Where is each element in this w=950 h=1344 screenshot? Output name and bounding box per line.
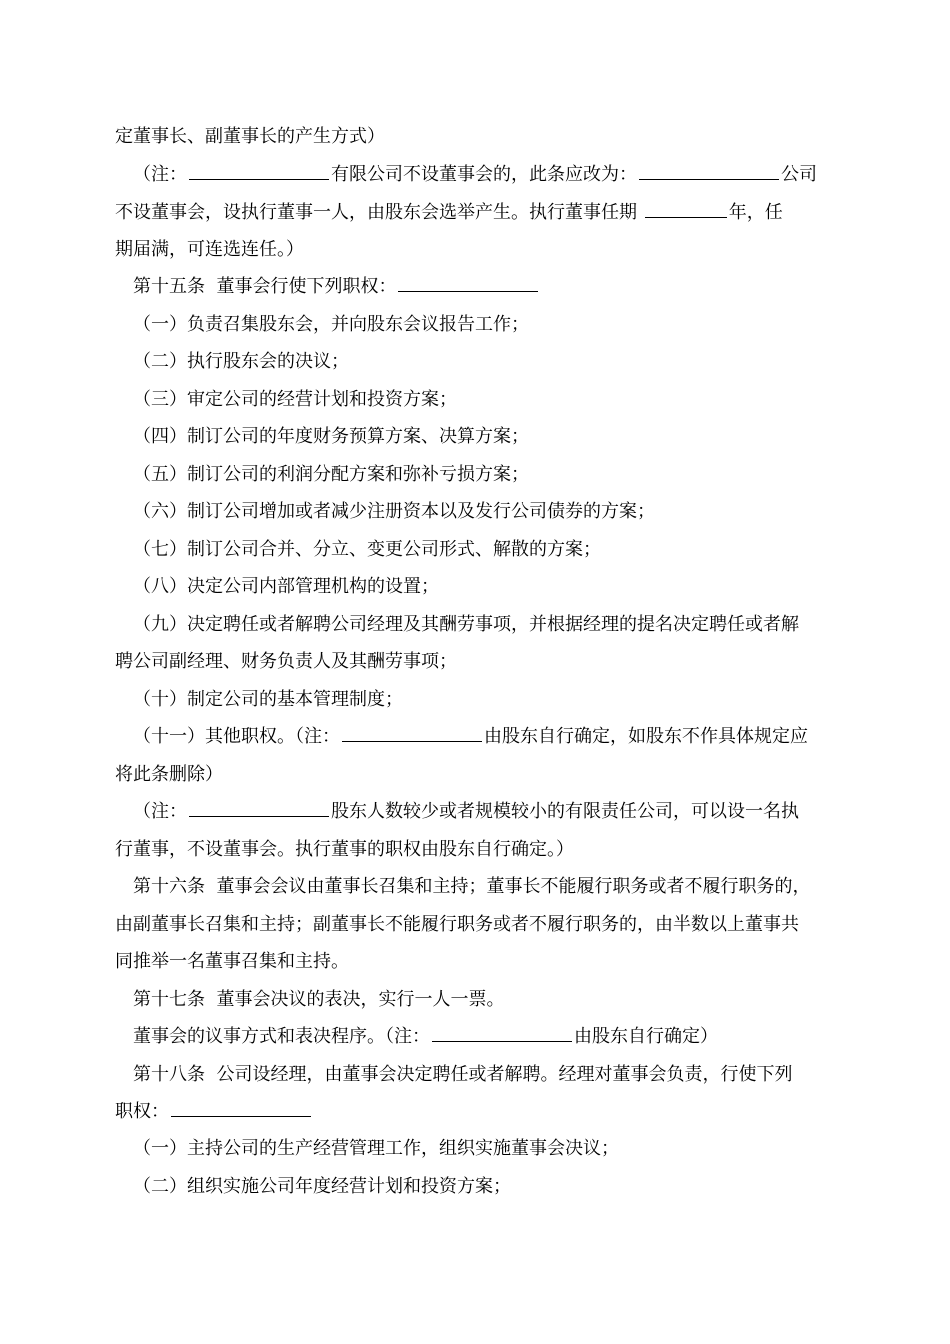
list-item: （六）制订公司增加或者减少注册资本以及发行公司债券的方案； [133,501,655,522]
text-line: 将此条删除） [115,764,223,785]
fill-in-blank[interactable] [342,723,482,742]
text-segment: （十一）其他职权。（注： [133,726,340,747]
article-heading: 第十八条 公司设经理，由董事会决定聘任或者解聘。经理对董事会负责，行使下列 [133,1064,793,1085]
article-heading: 第十七条 董事会决议的表决，实行一人一票。 [133,989,505,1010]
fill-in-blank[interactable] [171,1098,311,1117]
list-item: （一）主持公司的生产经营管理工作，组织实施董事会决议； [133,1138,619,1159]
list-item: （三）审定公司的经营计划和投资方案； [133,389,457,410]
list-item: （七）制订公司合并、分立、变更公司形式、解散的方案； [133,539,601,560]
list-item: （二）组织实施公司年度经营计划和投资方案； [133,1176,511,1197]
list-item: （九）决定聘任或者解聘公司经理及其酬劳事项，并根据经理的提名决定聘任或者解 [133,614,799,635]
text-line: 由副董事长召集和主持；副董事长不能履行职务或者不履行职务的，由半数以上董事共 [115,914,799,935]
text-segment: 由股东自行确定，如股东不作具体规定应 [484,726,808,747]
list-item: （二）执行股东会的决议； [133,351,349,372]
note-text: 股东人数较少或者规模较小的有限责任公司，可以设一名执 [331,801,799,822]
note-text: 公司 [781,164,817,185]
fill-in-blank[interactable] [645,199,727,218]
text-segment: 由股东自行确定） [574,1026,718,1047]
article-heading [133,273,950,301]
list-item: （十）制定公司的基本管理制度； [133,689,403,710]
text-line [115,1098,950,1126]
article-text: 第十五条 董事会行使下列职权： [133,276,397,297]
note-line [133,161,950,189]
text-line: 定董事长、副董事长的产生方式） [115,126,385,147]
note-text: 有限公司不设董事会的，此条应改为： [331,164,637,185]
text-line: 行董事，不设董事会。执行董事的职权由股东自行确定。） [115,839,574,860]
text-line: 期届满，可连选连任。） [115,239,304,260]
text-line: 聘公司副经理、财务负责人及其酬劳事项； [115,651,457,672]
fill-in-blank[interactable] [189,161,329,180]
fill-in-blank[interactable] [639,161,779,180]
text-segment: 年，任 [728,202,783,223]
list-item: （八）决定公司内部管理机构的设置； [133,576,439,597]
text-segment: 职权： [115,1101,169,1122]
fill-in-blank[interactable] [432,1023,572,1042]
list-item [133,723,950,751]
article-heading: 第十六条 董事会会议由董事长召集和主持；董事长不能履行职务或者不履行职务的， [133,876,811,897]
fill-in-blank[interactable] [189,798,329,817]
text-segment: 董事会的议事方式和表决程序。（注： [133,1026,430,1047]
fill-in-blank[interactable] [398,273,538,292]
text-line [115,199,950,227]
note-prefix: （注： [133,801,187,822]
list-item: （四）制订公司的年度财务预算方案、决算方案； [133,426,529,447]
text-line: 同推举一名董事召集和主持。 [115,951,349,972]
note-prefix: （注： [133,164,187,185]
list-item: （五）制订公司的利润分配方案和弥补亏损方案； [133,464,529,485]
list-item: （一）负责召集股东会，并向股东会议报告工作； [133,314,529,335]
note-line [133,798,950,826]
text-line [133,1023,950,1051]
text-segment: 不设董事会，设执行董事一人，由股东会选举产生。执行董事任期 [115,202,643,223]
